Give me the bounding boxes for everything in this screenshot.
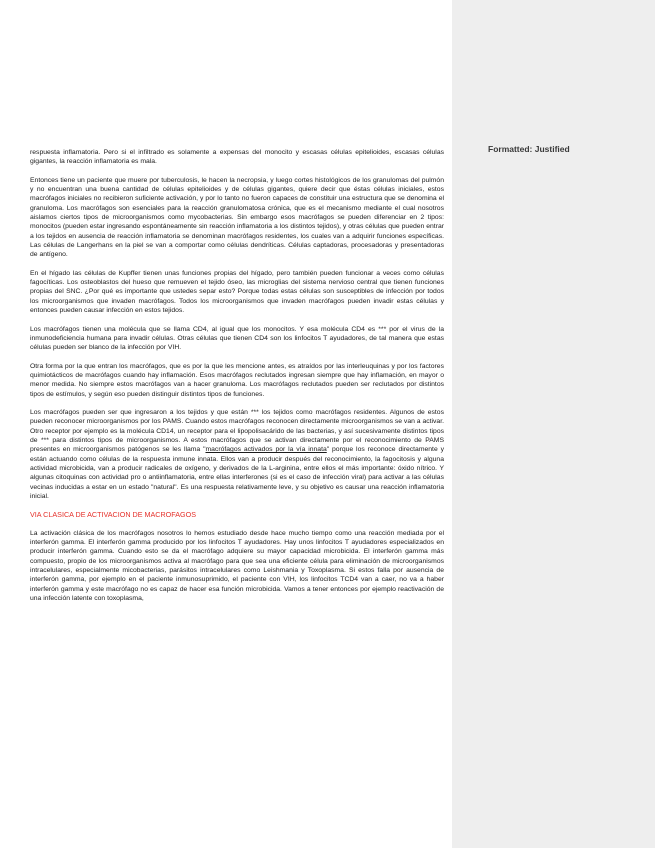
paragraph-text: Los macrófagos pueden ser que ingresaron a los tejidos y que están *** los tejidos como macrófagos residentes. Algunos de estos pueden reconocer microorganismos por los PAMS. Cuando estos macrófagos reconocen directamente microorganismos se van a activar. Otro receptor por ejemplo es la molécula CD14, un receptor para el lipopolisacárido de las bacterias, y así sucesivamente distintos tipos de *** para distintos tipos de microorganismos. A estos macrófagos que se activan directamente por el reconocimiento de PAMS presentes en microorganismos patógenos se les llama "	[30, 408, 444, 454]
formatting-comment[interactable]: Formatted: Justified	[488, 144, 570, 154]
paragraph: Entonces tiene un paciente que muere por tuberculosis, le hacen la necropsia, y luego cortes histológicos de los granulomas del pulmón y no encuentran una buena cantidad de células epitelioides y de células gigantes, quiere decir que éstas células iniciales, estos macrófagos iniciales no recibieron suficiente activación, y por lo tanto no fueron capaces de constituir una estructura que se denomina el granuloma. Los macrófagos son esenciales para la reacción granulomatosa crónica, que es el mecanismo mediante el cual nosotros aislamos ciertos tipos de microorganismos como mycobacterias. Sin embargo esos macrófagos se pueden diferenciar en 2 tipos: monocitos (pueden estar ingresando espontáneamente sin reacción inflamatoria a los distintos tejidos), y otras células que pueden entrar a los tejidos en ausencia de reacción inflamatoria se denominan macrófagos residentes, los cuales van a adquirir funciones específicas. Las células de Langerhans en la piel se van a comportar como células dendríticas. Células captadoras, procesadoras y presentadoras de antígeno.	[30, 176, 444, 259]
paragraph: Otra forma por la que entran los macrófagos, que es por la que les mencione antes, es atraídos por las interleuquinas y por los factores quimiotácticos de macrófagos cuando hay inflamación. Esos macrófagos reclutados ingresan siempre que hay inflamación, en mayor o menor medida. No siempre estos macrófagos van a hacer granuloma. Los macrófagos reclutados pueden ser reclutados por distintos tipos de estímulos, y según eso pueden distinguir distintos tipos de funciones.	[30, 362, 444, 398]
section-heading: VIA CLASICA DE ACTIVACION DE MACROFAGOS	[30, 510, 197, 520]
paragraph-text: " porque los reconoce directamente y están actuando como células de la respuesta inmune innata. Ellos van a producir después del reconocimiento, la fagocitosis y alguna actividad microbicida, van a producir radicales de oxígeno, y derivados de la L-arginina, entre ellos el más importante: óxido nítrico. Y algunas citoquinas con actividad pro o antiinflamatoria, entre ellas interferones (si es el caso de infección viral) para activar a las células vecinas inducidas a estar en un estado "natural". Es una respuesta relativamente leve, y su objetivo es causar una reacción inflamatoria inicial.	[30, 446, 444, 500]
paragraph: Los macrófagos tienen una molécula que se llama CD4, al igual que los monocitos. Y esa molécula CD4 es *** por el virus de la inmunodeficiencia humana para invadir células. Otras células que tienen CD4 son los linfocitos T ayudadores, de tal manera que estas células pueden ser blanco de la infección por VIH.	[30, 325, 444, 352]
paragraph: La activación clásica de los macrófagos nosotros lo hemos estudiado desde hace mucho tiempo como una reacción mediada por el interferón gamma. El interferón gamma producido por los linfocitos T ayudadores. Hay unos linfocitos T ayudadores especializados en producir interferón gamma. Cuando esto se da el macrófago adquiere su mayor capacidad microbicida. El interferón gamma más compuesto, propio de los microorganismos activa al macrófago para que sea una eficiente célula para eliminación de microorganismos intracelulares, especialmente micobacterias, parásitos intracelulares como Leishmania y Toxoplasma. Si estos falla por ausencia de interferón gamma, por ejemplo en el paciente inmunosuprimido, el paciente con VIH, los linfocitos TCD4 van a caer, no va a haber interferón gamma y este macrófago no es capaz de hacer esa función microbicida. Vamos a tener entonces por ejemplo reactivación de una infección latente con toxoplasma,	[30, 529, 444, 603]
paragraph: En el hígado las células de Kupffer tienen unas funciones propias del hígado, pero también pueden funcionar a veces como células fagocíticas. Los osteoblastos del hueso que remueven el tejido óseo, las microglias del sistema nervioso central que tienen funciones propias del SNC. ¿Por qué es importante que ustedes separ esto? Porque todas estas células son susceptibles de infección por todos los microorganismos que invaden macrófagos. Todos los microorganismos que invaden macrófagos pueden invadir estas células y entonces pueden causar infección en estos tejidos.	[30, 269, 444, 315]
paragraph: respuesta inflamatoria. Pero si el infiltrado es solamente a expensas del monocito y escasas células epitelioides, escasas células gigantes, la reacción inflamatoria es mala.	[30, 149, 444, 166]
paragraph	[30, 408, 444, 501]
underlined-term: macrófagos activados por la vía innata	[205, 446, 327, 454]
comment-sidebar	[452, 0, 655, 848]
document-body[interactable]	[30, 148, 444, 612]
